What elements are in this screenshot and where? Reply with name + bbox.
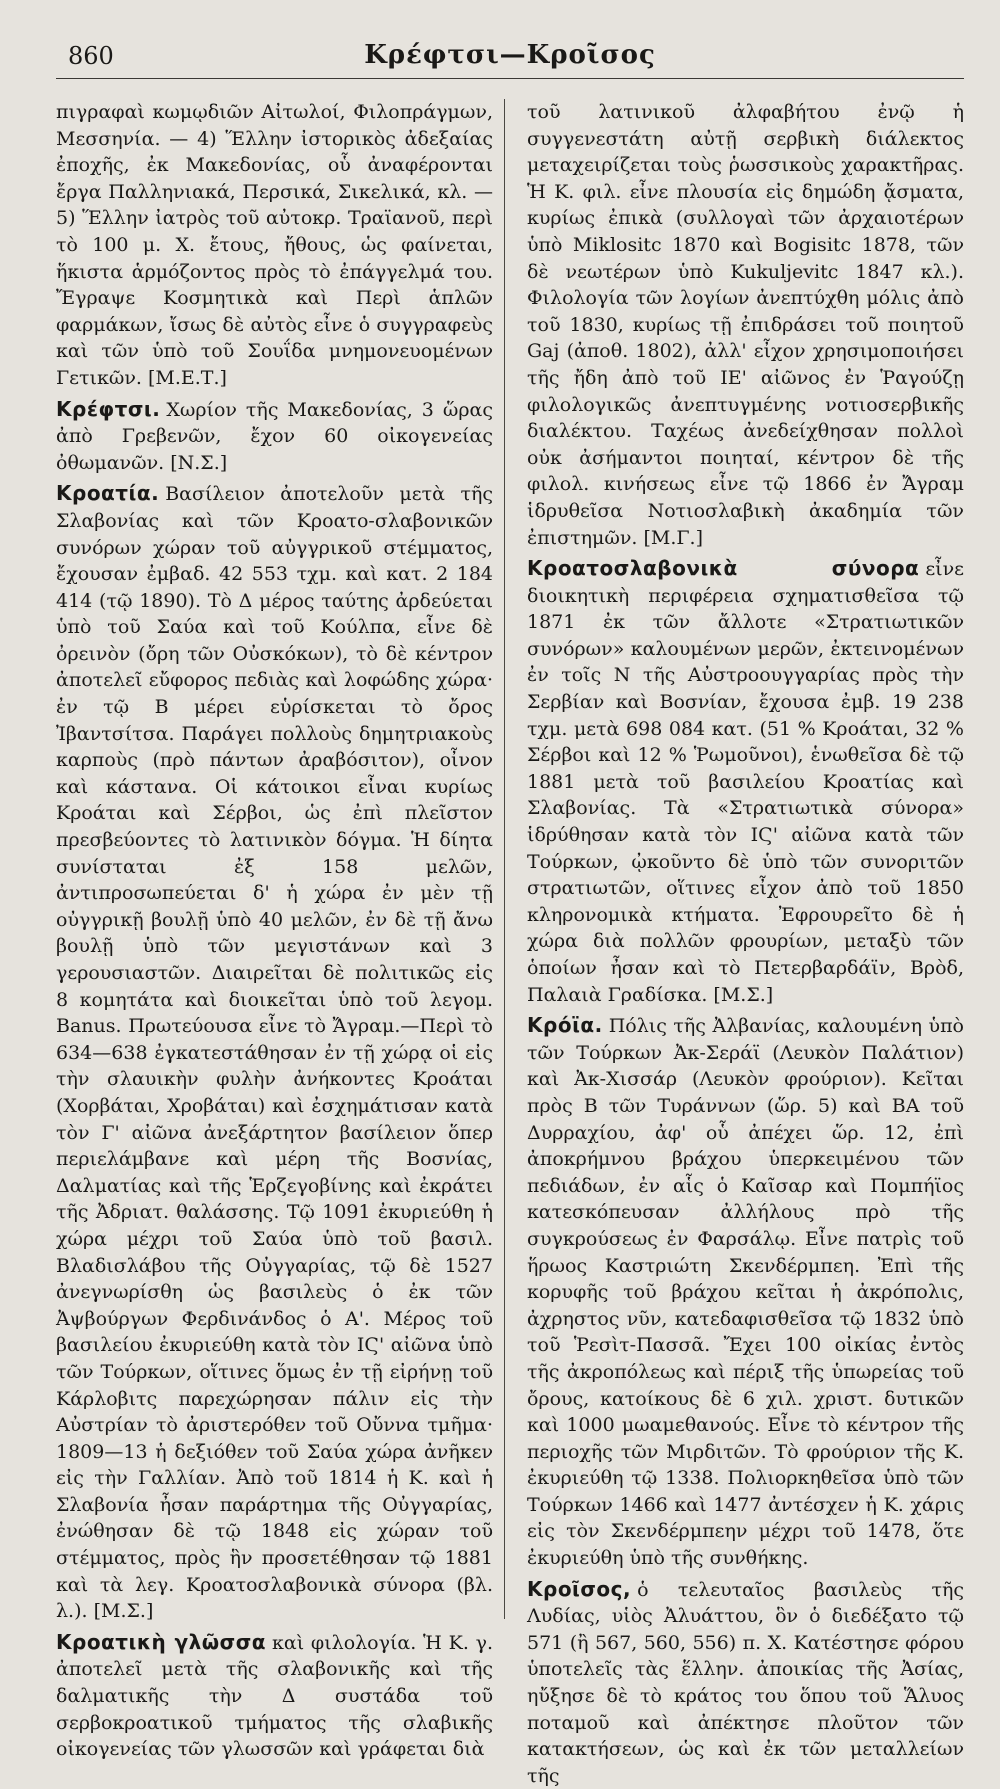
headword: Κροῖσος, — [527, 1576, 632, 1601]
entry-text: καὶ φιλολογία. Ἡ Κ. γ. ἀποτελεῖ μετὰ τῆς σλαβονικῆς καὶ τῆς δαλματικῆς τὴν Δ συστάδα τοῦ σερβοκροατικοῦ τμήματος τῆς σλαβικῆς οἰκογενείας τῶν γλωσσῶν καὶ γράφεται διὰ — [56, 1631, 493, 1761]
page-number: 860 — [68, 42, 114, 70]
entry-kroatoslavonika-synora — [527, 555, 964, 1008]
entry-kroatiki-glossa — [56, 1629, 493, 1763]
page-header — [56, 38, 964, 79]
right-column — [527, 99, 964, 1787]
entry-text: Πόλις τῆς Ἀλβανίας, καλουμένη ὑπὸ τῶν Τούρκων Ἀκ-Σεράϊ (Λευκὸν Παλάτιον) καὶ Ἀκ-Χισσάρ (Λευκὸν φρούριον). Κεῖται πρὸς Β τῶν Τυράννων (ὥρ. 5) καὶ ΒΑ τοῦ Δυρραχίου, ἀφ' οὗ ἀπέχει ὥρ. 12, ἐπὶ ἀποκρήμνου βράχου ὑπερκειμένου τῶν πεδιάδων, ἐν αἷς ὁ Καῖσαρ καὶ Πομπήϊος κατεσκόπευσαν ἀλλήλους πρὸ τῆς συγκρούσεως ἐν Φαρσάλῳ. Εἶνε πατρὶς τοῦ ἥρωος Καστριώτη Σκενδέρμπεη. Ἐπὶ τῆς κορυφῆς τοῦ βράχου κεῖται ἡ ἀκρόπολις, ἀχρηστος νῦν, κατεδαφισθεῖσα τῷ 1832 ὑπὸ τοῦ Ῥεσὶτ-Πασσᾶ. Ἔχει 100 οἰκίας ἐντὸς τῆς ἀκροπόλεως καὶ πέριξ τῆς ὑπωρείας τοῦ ὄρους, κατοίκους δὲ 6 χιλ. χριστ. δυτικῶν καὶ 1000 μωαμεθανούς. Εἶνε τὸ κέντρον τῆς περιοχῆς τῶν Μιρδιτῶν. Τὸ φρούριον τῆς Κ. ἐκυριεύθη τῷ 1338. Πολιορκηθεῖσα ὑπὸ τῶν Τούρκων 1466 καὶ 1477 ἀντέσχεν ἡ Κ. χάρις εἰς τὸν Σκενδέρμπεην μέχρι τοῦ 1478, ὅτε ἐκυριεύθη ὑπὸ τῆς συνθήκης. — [527, 1015, 964, 1570]
entry-kroatia — [56, 480, 493, 1625]
continued-paragraph: πιγραφαὶ κωμῳδιῶν Αἰτωλοί, Φιλοπράγμων, Μεσσηνία. — 4) Ἕλλην ἰστορικὸς ἀδεξαίας ἐποχῆς, ἐκ Μακεδονίας, οὗ ἀναφέρονται ἔργα Παλληνιακά, Περσικά, Σικελικά, κλ. — 5) Ἕλλην ἰατρὸς τοῦ αὐτοκρ. Τραϊανοῦ, περὶ τὸ 100 μ. Χ. ἔτους, ἤθους, ὡς φαίνεται, ἥκιστα ἁρμόζοντος πρὸς τὸ ἐπάγγελμά του. Ἔγραψε Κοσμητικὰ καὶ Περὶ ἁπλῶν φαρμάκων, ἴσως δὲ αὐτὸς εἶνε ὁ συγγραφεὺς καὶ τῶν ὑπὸ τοῦ Σουΐδα μνημονευομένων Γετικῶν. [Μ.Ε.Τ.] — [56, 101, 493, 389]
headword: Κροατικὴ γλῶσσα — [56, 1629, 267, 1654]
entry-text: Βασίλειον ἀποτελοῦν μετὰ τῆς Σλαβονίας καὶ τῶν Κροατο-σλαβονικῶν συνόρων χώραν τοῦ αὐγγρικοῦ στέμματος, ἔχουσαν ἐμβαδ. 42 553 τχμ. καὶ κατ. 2 184 414 (τῷ 1890). Τὸ Δ μέρος ταύτης ἀρδεύεται ὑπὸ τοῦ Σαύα καὶ τοῦ Κούλπα, εἶνε δὲ ὀρεινὸν (ὄρη τῶν Οὐσκόκων), τὸ δὲ κέντρον ἀποτελεῖ εὔφορος πεδιὰς καὶ λοφώδης χώρα· ἐν τῷ Β μέρει εὑρίσκεται τὸ ὄρος Ἰβαντσίτσα. Παράγει πολλοὺς δημητριακοὺς καρποὺς (πρὸ πάντων ἀραβόσιτον), οἶνον καὶ κάστανα. Οἱ κάτοικοι εἶναι κυρίως Κροάται καὶ Σέρβοι, ὡς ἐπὶ πλεῖστον πρεσβεύοντες τὸ λατινικὸν δόγμα. Ἡ δίητα συνίσταται ἐξ 158 μελῶν, ἀντιπροσωπεύεται δ' ἡ χώρα ἐν μὲν τῇ οὐγγρικῇ βουλῇ ὑπὸ 40 μελῶν, ἐν δὲ τῇ ἄνω βουλῇ ὑπὸ τῶν μεγιστάνων καὶ 3 γερουσιαστῶν. Διαιρεῖται δὲ πολιτικῶς εἰς 8 κομητάτα καὶ διοικεῖται ὑπὸ τοῦ λεγομ. Banus. Πρωτεύουσα εἶνε τὸ Ἄγραμ.—Περὶ τὸ 634—638 ἐγκατεστάθησαν ἐν τῇ χώρᾳ οἱ εἰς τὴν σλαυικὴν φυλὴν ἀνήκοντες Κροάται (Χορβάται, Χροβάται) καὶ ἐσχημάτισαν κατὰ τὸν Γ' αἰῶνα ἀνεξάρτητον βασίλειον ὅπερ περιελάμβανε καὶ μέρη τῆς Βοσνίας, Δαλματίας καὶ τῆς Ἑρζεγοβίνης καὶ ἐκράτει τῆς Ἀδριατ. θαλάσσης. Τῷ 1091 ἐκυριεύθη ἡ χώρα μέχρι τοῦ Σαύα ὑπὸ τοῦ βασιλ. Βλαδισλάβου τῆς Οὐγγαρίας, τῷ δὲ 1527 ἀνεγνωρίσθη ὡς βασιλεὺς ὁ ἐκ τῶν Ἀψβούργων Φερδινάνδος ὁ Α'. Μέρος τοῦ βασιλείου ἐκυριεύθη κατὰ τὸν ΙϚ' αἰῶνα ὑπὸ τῶν Τούρκων, οἵτινες ὅμως ἐν τῇ εἰρήνῃ τοῦ Κάρλοβιτς παρεχώρησαν πάλιν εἰς τὴν Αὐστρίαν τὸ ἀριστερόθεν τοῦ Οὔννα τμῆμα· 1809—13 ἡ δεξιόθεν τοῦ Σαύα χώρα ἀνῆκεν εἰς τὴν Γαλλίαν. Ἀπὸ τοῦ 1814 ἡ Κ. καὶ ἡ Σλαβονία ἦσαν παράρτημα τῆς Οὐγγαρίας, ἐνώθησαν δὲ τῷ 1848 εἰς χώραν τοῦ στέμματος, πρὸς ἣν προσετέθησαν τῷ 1881 καὶ τὰ λεγ. Κροατοσλαβονικὰ σύνορα (βλ. λ.). [Μ.Σ.] — [56, 483, 493, 1623]
entry-text: Χωρίον τῆς Μακεδονίας, 3 ὥρας ἀπὸ Γρεβενῶν, ἔχον 60 οἰκογενείας ὀθωμανῶν. [Ν.Σ.] — [56, 398, 493, 474]
entry-krefsi — [56, 396, 493, 477]
continued-paragraph: τοῦ λατινικοῦ ἀλφαβήτου ἐνῷ ἡ συγγενεστάτη αὐτῇ σερβικὴ διάλεκτος μεταχειρίζεται τοὺς ῥωσσικοὺς χαρακτῆρας. Ἡ Κ. φιλ. εἶνε πλουσία εἰς δημώδη ᾄσματα, κυρίως ἐπικὰ (συλλογαὶ τῶν ἀρχαιοτέρων ὑπὸ Miklositc 1870 καὶ Bogisitc 1878, τῶν δὲ νεωτέρων ὑπὸ Kukuljevitc 1847 κλ.). Φιλολογία τῶν λογίων ἀνεπτύχθη μόλις ἀπὸ τοῦ 1830, κυρίως τῇ ἐπιδράσει τοῦ ποιητοῦ Gaj (ἀποθ. 1802), ἀλλ' εἶχον χρησιμοποιήσει τῆς ἤδη ἀπὸ τοῦ ΙΕ' αἰῶνος ἐν Ῥαγούζῃ φιλολογικῶς ἀνεπτυγμένης νοτιοσερβικῆς διαλέκτου. Ταχέως ἀνεδείχθησαν πολλοὶ οὐκ ἀσήμαντοι ποιηταί, κέντρον δὲ τῆς φιλολ. κινήσεως εἶνε τῷ 1866 ἐν Ἄγραμ ἱδρυθεῖσα Νοτιοσλαβικὴ ἀκαδημία τῶν ἐπιστημῶν. [Μ.Γ.] — [527, 101, 964, 549]
entry-kroia — [527, 1012, 964, 1571]
headword: Κρόϊα. — [527, 1013, 603, 1038]
left-column — [56, 99, 493, 1761]
headword: Κρέφτσι. — [56, 396, 161, 421]
entry-text: εἶνε διοικητικὴ περιφέρεια σχηματισθεῖσα τῷ 1871 ἐκ τῶν ἄλλοτε «Στρατιωτικῶν συνόρων» καλουμένων μερῶν, ἐκτεινομένων ἐν τοῖς Ν τῆς Αὐστροουγγαρίας πρὸς τὴν Σερβίαν καὶ Βοσνίαν, ἔχουσα ἐμβ. 19 238 τχμ. μετὰ 698 084 κατ. (51 % Κροάται, 32 % Σέρβοι καὶ 12 % Ῥωμοῦνοι), ἑνωθεῖσα δὲ τῷ 1881 μετὰ τοῦ βασιλείου Κροατίας καὶ Σλαβονίας. Τὰ «Στρατιωτικὰ σύνορα» ἱδρύθησαν κατὰ τὸν ΙϚ' αἰῶνα κατὰ τῶν Τούρκων, ᾠκοῦντο δὲ ὑπὸ τῶν συνοριτῶν στρατιωτῶν, οἵτινες εἶχον ἀπὸ τοῦ 1850 κληρονομικὰ κτήματα. Ἐφρουρεῖτο δὲ ἡ χώρα διὰ πολλῶν φρουρίων, μεταξὺ τῶν ὁποίων ἦσαν καὶ τὸ Πετερβαρδάϊν, Βρὸδ, Παλαιὰ Γραδίσκα. [Μ.Σ.] — [527, 558, 964, 1006]
headword: Κροατία. — [56, 481, 160, 506]
running-head: Κρέφτσι—Κροῖσος — [364, 40, 656, 70]
entry-kroisos — [527, 1576, 964, 1789]
text-columns — [56, 99, 964, 1787]
headword: Κροατοσλαβονικὰ σύνορα — [527, 556, 920, 581]
entry-text: ὁ τελευταῖος βασιλεὺς τῆς Λυδίας, υἱὸς Ἀλυάττου, ὃν ὁ διεδέξατο τῷ 571 (ἢ 567, 560, 556) π. Χ. Κατέστησε φόρου ὑποτελεῖς τὰς ἕλλην. ἀποικίας τῆς Ἀσίας, ηὔξησε δὲ τὸ κράτος του ὅπου τοῦ Ἅλυος ποταμοῦ καὶ ἀπέκτησε πλοῦτον τῶν κατακτήσεων, ὡς καὶ ἐκ τῶν μεταλλείων τῆς — [527, 1578, 964, 1787]
column-rule — [504, 99, 505, 1619]
